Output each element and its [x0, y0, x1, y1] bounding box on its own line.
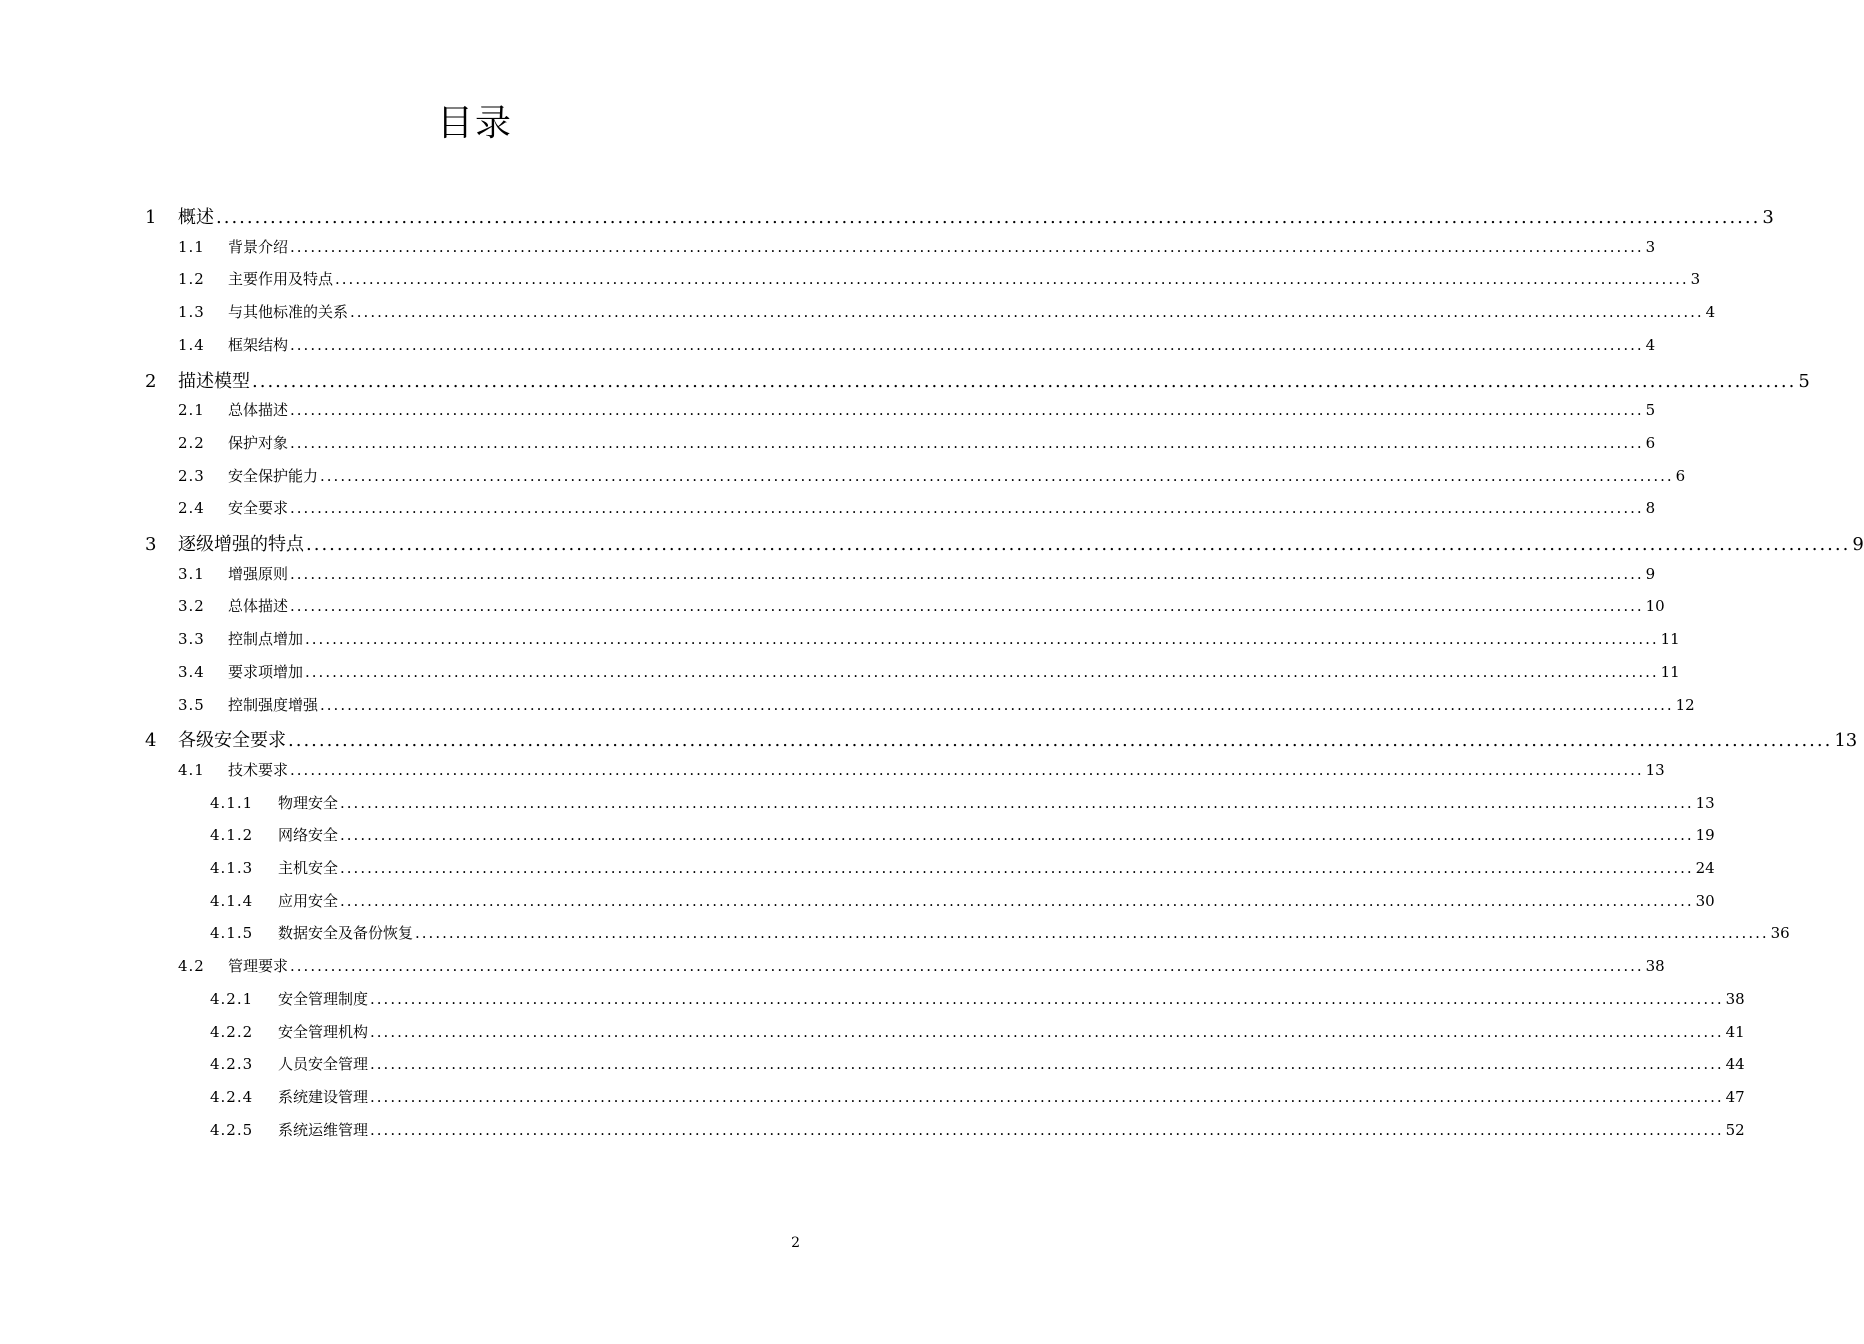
toc-entry-label: 要求项增加 — [228, 662, 304, 681]
toc-entry[interactable] — [178, 301, 1716, 322]
dot-leader: ........................................................................................................................................................................................................ — [290, 499, 1644, 518]
toc-entry[interactable] — [178, 661, 1680, 682]
toc-entry-label: 应用安全 — [278, 891, 339, 910]
dot-leader: ........................................................................................................................................................................................................ — [340, 793, 1694, 812]
dot-leader: ........................................................................................................................................................................................................ — [415, 924, 1769, 943]
toc-entry[interactable] — [210, 890, 1715, 911]
toc-entry-page: 38 — [1725, 989, 1745, 1008]
toc-entry-label: 物理安全 — [278, 793, 339, 812]
toc-entry[interactable] — [178, 268, 1701, 289]
toc-entry-page: 9 — [1645, 564, 1656, 583]
toc-entry-number: 4.1.2 — [210, 826, 254, 845]
toc-entry[interactable] — [145, 726, 1858, 752]
page-number: 2 — [791, 1235, 800, 1251]
toc-entry-label: 框架结构 — [228, 335, 289, 354]
toc-entry-number: 4.1 — [178, 760, 205, 779]
toc-entry-number: 4.1.1 — [210, 793, 254, 812]
toc-entry-label: 系统建设管理 — [278, 1087, 369, 1106]
toc-entry-label: 主要作用及特点 — [228, 270, 334, 289]
dot-leader: ........................................................................................................................................................................................................ — [306, 534, 1851, 555]
toc-entry-label: 背景介绍 — [228, 237, 289, 256]
toc-entry-page: 36 — [1770, 924, 1790, 943]
toc-entry[interactable] — [210, 1021, 1745, 1042]
toc-entry-page: 41 — [1725, 1022, 1745, 1041]
toc-entry-label: 管理要求 — [228, 957, 289, 976]
toc-entry-number: 4.2.1 — [210, 989, 254, 1008]
dot-leader: ........................................................................................................................................................................................................ — [370, 1022, 1724, 1041]
toc-entry-label: 总体描述 — [228, 597, 289, 616]
dot-leader: ........................................................................................................................................................................................................ — [305, 662, 1659, 681]
toc-entry-page: 13 — [1695, 793, 1715, 812]
toc-entry-number: 1.1 — [178, 237, 205, 256]
toc-entry-page: 3 — [1645, 237, 1656, 256]
toc-entry[interactable] — [178, 595, 1665, 616]
toc-entry-number: 2.2 — [178, 433, 205, 452]
toc-entry-page: 13 — [1645, 760, 1665, 779]
toc-entry[interactable] — [210, 1119, 1745, 1140]
dot-leader: ........................................................................................................................................................................................................ — [290, 597, 1644, 616]
toc-entry-label: 描述模型 — [178, 370, 250, 392]
toc-entry-number: 4 — [145, 730, 157, 752]
toc-entry-number: 2 — [145, 370, 157, 392]
dot-leader: ........................................................................................................................................................................................................ — [305, 630, 1659, 649]
toc-entry-label: 各级安全要求 — [178, 730, 286, 752]
toc-entry-page: 5 — [1798, 370, 1810, 392]
toc-entry[interactable] — [178, 497, 1656, 518]
dot-leader: ........................................................................................................................................................................................................ — [290, 564, 1644, 583]
toc-entry[interactable] — [178, 399, 1656, 420]
toc-entry-number: 4.1.5 — [210, 924, 254, 943]
toc-entry-number: 3.1 — [178, 564, 205, 583]
toc-entry[interactable] — [210, 792, 1715, 813]
toc-entry-page: 52 — [1725, 1120, 1745, 1139]
toc-entry[interactable] — [210, 1053, 1745, 1074]
toc-entry-page: 10 — [1645, 597, 1665, 616]
dot-leader: ........................................................................................................................................................................................................ — [290, 401, 1644, 420]
toc-entry-label: 主机安全 — [278, 859, 339, 877]
dot-leader: ........................................................................................................................................................................................................ — [290, 237, 1644, 256]
toc-entry-label: 逐级增强的特点 — [178, 534, 304, 555]
page-title: 目录 — [436, 103, 513, 144]
toc-entry-label: 与其他标准的关系 — [228, 303, 349, 322]
toc-entry[interactable] — [178, 759, 1665, 780]
toc-entry-page: 8 — [1645, 499, 1656, 518]
toc-entry[interactable] — [178, 694, 1695, 715]
dot-leader: ........................................................................................................................................................................................................ — [370, 1055, 1724, 1074]
toc-entry-label: 数据安全及备份恢复 — [278, 924, 414, 943]
toc-entry[interactable] — [145, 367, 1810, 393]
toc-entry-page: 4 — [1645, 335, 1656, 354]
toc-entry-label: 系统运维管理 — [278, 1120, 369, 1139]
toc-entry[interactable] — [210, 922, 1790, 943]
toc-entry[interactable] — [178, 628, 1680, 649]
toc-entry[interactable] — [178, 432, 1656, 453]
toc-entry-page: 12 — [1675, 695, 1695, 714]
dot-leader: ........................................................................................................................................................................................................ — [340, 859, 1694, 877]
toc-entry-page: 5 — [1645, 401, 1656, 420]
dot-leader: ........................................................................................................................................................................................................ — [290, 433, 1644, 452]
toc-entry-number: 1.2 — [178, 270, 205, 289]
toc-entry-label: 总体描述 — [228, 401, 289, 420]
toc-entry-page: 11 — [1660, 662, 1680, 681]
dot-leader: ........................................................................................................................................................................................................ — [252, 370, 1797, 392]
toc-entry-number: 3.3 — [178, 630, 205, 649]
toc-entry[interactable] — [178, 955, 1665, 976]
toc-entry-label: 技术要求 — [228, 760, 289, 779]
toc-entry-number: 3.5 — [178, 695, 205, 714]
toc-entry-label: 增强原则 — [228, 564, 289, 583]
dot-leader: ........................................................................................................................................................................................................ — [320, 466, 1674, 485]
toc-entry-label: 人员安全管理 — [278, 1055, 369, 1074]
toc-entry-number: 3.4 — [178, 662, 205, 681]
toc-entry[interactable] — [210, 988, 1745, 1009]
dot-leader: ........................................................................................................................................................................................................ — [290, 335, 1644, 354]
toc-entry-number: 1.3 — [178, 303, 205, 322]
toc-entry-page: 6 — [1675, 466, 1686, 485]
toc-entry-label: 安全管理制度 — [278, 989, 369, 1008]
toc-entry-number: 4.2 — [178, 957, 205, 976]
toc-entry-number: 3.2 — [178, 597, 205, 616]
toc-entry-page: 19 — [1695, 826, 1715, 845]
toc-entry[interactable] — [178, 465, 1686, 486]
toc-entry-page: 24 — [1695, 859, 1715, 877]
toc-entry-page: 38 — [1645, 957, 1665, 976]
toc-entry-label: 网络安全 — [278, 826, 339, 845]
toc-entry[interactable] — [210, 857, 1715, 878]
toc-entry-page: 44 — [1725, 1055, 1745, 1074]
toc-entry-page: 6 — [1645, 433, 1656, 452]
toc-entry-page: 11 — [1660, 630, 1680, 649]
toc-entry[interactable] — [145, 203, 1774, 229]
toc-entry-label: 控制点增加 — [228, 630, 304, 649]
toc-entry-number: 2.3 — [178, 466, 205, 485]
toc-entry-page: 4 — [1705, 303, 1716, 322]
toc-entry[interactable] — [178, 563, 1656, 584]
dot-leader: ........................................................................................................................................................................................................ — [290, 957, 1644, 976]
toc-entry-label: 安全要求 — [228, 499, 289, 518]
toc-entry-page: 9 — [1852, 534, 1864, 555]
toc-entry-label: 安全保护能力 — [228, 466, 319, 485]
toc-entry-number: 2.4 — [178, 499, 205, 518]
toc-entry-label: 保护对象 — [228, 433, 289, 452]
dot-leader: ........................................................................................................................................................................................................ — [340, 826, 1694, 845]
toc-entry-page: 3 — [1762, 207, 1774, 228]
toc-entry-label: 安全管理机构 — [278, 1022, 369, 1041]
toc-entry[interactable] — [145, 530, 1864, 556]
toc-entry-number: 1 — [145, 207, 157, 228]
toc-entry-page: 3 — [1690, 270, 1701, 289]
toc-entry-number: 4.1.4 — [210, 891, 254, 910]
toc-entry-page: 30 — [1695, 891, 1715, 910]
dot-leader: ........................................................................................................................................................................................................ — [370, 989, 1724, 1008]
dot-leader: ........................................................................................................................................................................................................ — [370, 1087, 1724, 1106]
toc-entry-page: 13 — [1834, 730, 1858, 752]
toc-entry-page: 47 — [1725, 1087, 1745, 1106]
dot-leader: ........................................................................................................................................................................................................ — [350, 303, 1704, 322]
toc-entry-number: 2.1 — [178, 401, 205, 420]
dot-leader: ........................................................................................................................................................................................................ — [320, 695, 1674, 714]
toc-entry-number: 4.1.3 — [210, 859, 254, 877]
toc-entry-label: 概述 — [178, 207, 214, 228]
toc-entry-number: 4.2.2 — [210, 1022, 254, 1041]
toc-entry[interactable] — [210, 1086, 1745, 1107]
toc-entry-number: 4.2.4 — [210, 1087, 254, 1106]
toc-entry-number: 1.4 — [178, 335, 205, 354]
toc-entry-number: 4.2.5 — [210, 1120, 254, 1139]
toc-entry-number: 4.2.3 — [210, 1055, 254, 1074]
dot-leader: ........................................................................................................................................................................................................ — [340, 891, 1694, 910]
dot-leader: ........................................................................................................................................................................................................ — [216, 207, 1761, 228]
toc-entry-number: 3 — [145, 534, 157, 555]
dot-leader: ........................................................................................................................................................................................................ — [290, 760, 1644, 779]
toc-entry[interactable] — [178, 334, 1656, 355]
dot-leader: ........................................................................................................................................................................................................ — [335, 270, 1689, 289]
dot-leader: ........................................................................................................................................................................................................ — [288, 730, 1833, 752]
toc-entry[interactable] — [210, 824, 1715, 845]
toc-entry-label: 控制强度增强 — [228, 695, 319, 714]
toc-entry[interactable] — [178, 236, 1656, 257]
dot-leader: ........................................................................................................................................................................................................ — [370, 1120, 1724, 1139]
